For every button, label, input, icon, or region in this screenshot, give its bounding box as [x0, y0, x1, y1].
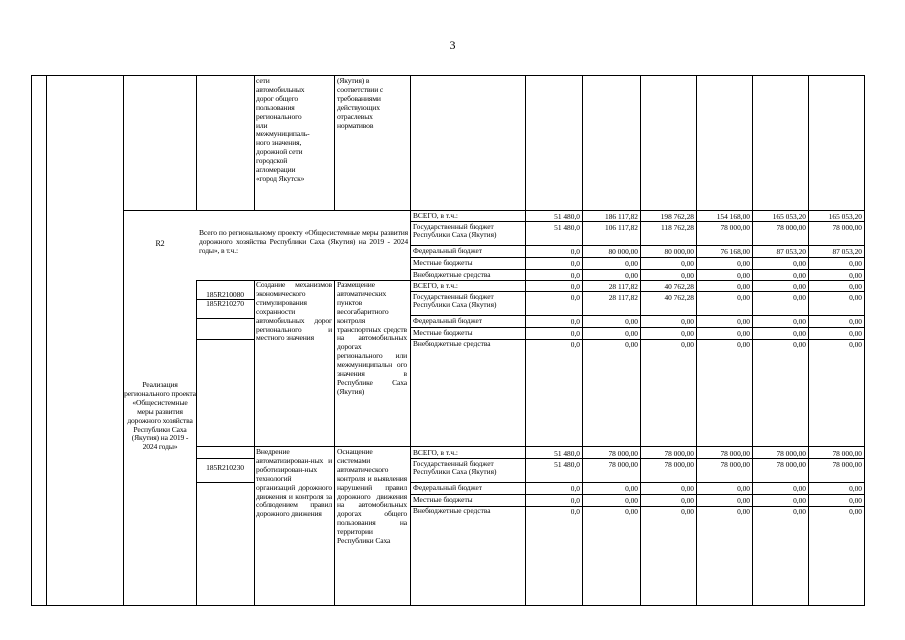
r2-source-state: Государственный бюджет Республики Саха (Якутия): [413, 222, 497, 240]
measure1-amount-r2-c3: 0,00: [737, 317, 750, 326]
measure2-amount-r2-c4: 0,00: [793, 484, 806, 493]
r2-amount-r1-c0: 51 480,0: [554, 223, 580, 232]
row-line: [410, 327, 865, 328]
r2-amount-r1-c1: 106 117,82: [605, 223, 638, 232]
measure1-amount-r3-c0: 0,0: [570, 329, 580, 338]
col-line: [808, 75, 809, 606]
r2-amount-r3-c3: 0,00: [737, 259, 750, 268]
r2-amount-r4-c2: 0,00: [681, 271, 694, 280]
measure-text-continued: сети автомобильных дорог общего пользования регионального или межмуниципаль- ного значения, дорожной сети городской агломерации «город Якутск»: [256, 76, 310, 183]
row-line: [196, 446, 865, 447]
measure1-text: Создание механизмов экономического стимулирования сохранности автомобильных дорог регионального и местного значения: [256, 280, 332, 343]
r2-amount-r2-c5: 87 053,20: [832, 247, 862, 256]
col-line: [31, 75, 32, 606]
measure1-amount-r4-c2: 0,00: [681, 340, 694, 349]
measure2-amount-r2-c0: 0,0: [570, 484, 580, 493]
code-row-line: [196, 458, 254, 459]
r2-amount-r3-c0: 0,0: [570, 259, 580, 268]
r2-amount-r2-c0: 0,0: [570, 247, 580, 256]
measure1-amount-r2-c4: 0,00: [793, 317, 806, 326]
measure1-amount-r4-c5: 0,00: [849, 340, 862, 349]
r2-amount-r3-c1: 0,00: [625, 259, 638, 268]
r2-amount-r4-c0: 0,0: [570, 271, 580, 280]
m1-source-federal: Федеральный бюджет: [413, 316, 483, 325]
measure1-amount-r2-c5: 0,00: [849, 317, 862, 326]
col-line: [334, 280, 335, 606]
measure2-amount-r1-c1: 78 000,00: [608, 460, 638, 469]
r2-source-total: ВСЕГО, в т.ч.:: [413, 211, 458, 220]
col-line: [640, 75, 641, 606]
measure1-amount-r1-c1: 28 117,82: [608, 293, 638, 302]
row-line: [410, 494, 865, 495]
r2-amount-r2-c2: 80 000,00: [664, 247, 694, 256]
measure2-amount-r4-c1: 0,00: [625, 507, 638, 516]
measure1-amount-r1-c3: 0,00: [737, 293, 750, 302]
code-row-line: [196, 482, 254, 483]
r2-amount-r0-c0: 51 480,0: [554, 212, 580, 221]
m1-source-offbudget: Внебюджетные средства: [413, 339, 491, 348]
col-line: [525, 75, 526, 606]
measure2-amount-r1-c3: 78 000,00: [720, 460, 750, 469]
m1-source-total: ВСЕГО, в т.ч.:: [413, 281, 458, 290]
col-line: [123, 75, 124, 606]
col-line: [752, 75, 753, 606]
result-text-continued: (Якутия) в соответствии с требованиями действующих отраслевых нормативов: [337, 76, 384, 130]
measure2-amount-r0-c3: 78 000,00: [720, 449, 750, 458]
measure2-amount-r0-c2: 78 000,00: [664, 449, 694, 458]
measure1-amount-r3-c2: 0,00: [681, 329, 694, 338]
measure2-amount-r2-c3: 0,00: [737, 484, 750, 493]
m1-source-state: Государственный бюджет Республики Саха (Якутия): [413, 292, 497, 310]
m2-source-total: ВСЕГО, в т.ч.:: [413, 448, 458, 457]
r2-amount-r2-c3: 76 168,00: [720, 247, 750, 256]
r2-amount-r3-c5: 0,00: [849, 259, 862, 268]
m2-source-local: Местные бюджеты: [413, 495, 473, 504]
measure1-amount-r4-c3: 0,00: [737, 340, 750, 349]
r2-amount-r0-c1: 186 117,82: [605, 212, 638, 221]
measure2-amount-r3-c3: 0,00: [737, 496, 750, 505]
measure1-amount-r4-c0: 0,0: [570, 340, 580, 349]
measure2-amount-r0-c0: 51 480,0: [554, 449, 580, 458]
r2-amount-r1-c3: 78 000,00: [720, 223, 750, 232]
col-line: [696, 75, 697, 606]
col-line: [196, 75, 197, 210]
measure1-result: Размещение автоматических пунктов весогабаритного контроля транспортных средств на автомобильных дорогах регионального или межмуниципальн ого значения в Республике Саха (Якутия): [337, 280, 407, 396]
r2-amount-r1-c4: 78 000,00: [776, 223, 806, 232]
r2-amount-r4-c3: 0,00: [737, 271, 750, 280]
col-line: [196, 280, 197, 606]
page-number: 3: [449, 38, 456, 52]
code-row-line: [196, 318, 254, 319]
r2-source-local: Местные бюджеты: [413, 258, 473, 267]
measure1-amount-r3-c3: 0,00: [737, 329, 750, 338]
m2-source-offbudget: Внебюджетные средства: [413, 506, 491, 515]
r2-amount-r3-c2: 0,00: [681, 259, 694, 268]
measure1-amount-r2-c2: 0,00: [681, 317, 694, 326]
r2-amount-r2-c4: 87 053,20: [776, 247, 806, 256]
measure2-amount-r4-c5: 0,00: [849, 507, 862, 516]
code-row-line: [196, 339, 254, 340]
measure2-amount-r3-c2: 0,00: [681, 496, 694, 505]
r2-source-offbudget: Внебюджетные средства: [413, 270, 491, 279]
measure2-amount-r4-c2: 0,00: [681, 507, 694, 516]
measure1-amount-r0-c3: 0,00: [737, 282, 750, 291]
measure2-amount-r4-c3: 0,00: [737, 507, 750, 516]
measure2-amount-r1-c4: 78 000,00: [776, 460, 806, 469]
row-line: [31, 75, 865, 76]
measure1-amount-r1-c5: 0,00: [849, 293, 862, 302]
r2-amount-r1-c5: 78 000,00: [832, 223, 862, 232]
measure1-amount-r0-c5: 0,00: [849, 282, 862, 291]
col-line: [582, 75, 583, 606]
measure2-amount-r4-c4: 0,00: [793, 507, 806, 516]
project-name: Реализация регионального проекта «Общесистемные меры развития дорожного хозяйства Республики Саха (Якутия) на 2019 - 2024 годы»: [124, 380, 196, 452]
measure2-amount-r1-c5: 78 000,00: [832, 460, 862, 469]
measure2-amount-r0-c5: 78 000,00: [832, 449, 862, 458]
measure2-amount-r0-c4: 78 000,00: [776, 449, 806, 458]
r2-amount-r4-c4: 0,00: [793, 271, 806, 280]
measure2-codes: 185R210230: [206, 463, 244, 472]
measure1-amount-r0-c2: 40 762,28: [664, 282, 694, 291]
measure2-result: Оснащение системами автоматического контроля и выявления нарушений правил дорожного движения на автомобильных дорогах общего пользования на территории Республики Саха: [337, 447, 407, 546]
measure1-amount-r3-c4: 0,00: [793, 329, 806, 338]
col-line: [254, 280, 255, 606]
measure1-amount-r4-c4: 0,00: [793, 340, 806, 349]
measure2-amount-r1-c2: 78 000,00: [664, 460, 694, 469]
measure1-amount-r0-c4: 0,00: [793, 282, 806, 291]
r2-code: R2: [155, 239, 165, 248]
m2-source-state: Государственный бюджет Республики Саха (Якутия): [413, 459, 497, 477]
r2-amount-r3-c4: 0,00: [793, 259, 806, 268]
measure2-amount-r2-c1: 0,00: [625, 484, 638, 493]
measure1-amount-r4-c1: 0,00: [625, 340, 638, 349]
row-line: [123, 210, 865, 211]
measure2-amount-r2-c5: 0,00: [849, 484, 862, 493]
measure1-amount-r0-c0: 0,0: [570, 282, 580, 291]
measure2-amount-r3-c4: 0,00: [793, 496, 806, 505]
r2-amount-r1-c2: 118 762,28: [661, 223, 694, 232]
col-line: [46, 75, 47, 606]
measure1-amount-r1-c2: 40 762,28: [664, 293, 694, 302]
col-line: [334, 75, 335, 210]
measure1-amount-r3-c5: 0,00: [849, 329, 862, 338]
col-line: [864, 75, 865, 606]
row-line: [410, 257, 865, 258]
r2-amount-r0-c5: 165 053,20: [828, 212, 862, 221]
measure2-text: Внедрение автоматизирован-ных и роботизирован-ных технологий организаций дорожного движения и контроля за соблюдением правил дорожного движения: [256, 447, 332, 519]
measure1-amount-r2-c1: 0,00: [625, 317, 638, 326]
measure1-amount-r1-c0: 0,0: [570, 293, 580, 302]
r2-amount-r4-c5: 0,00: [849, 271, 862, 280]
measure1-amount-r3-c1: 0,00: [625, 329, 638, 338]
measure2-amount-r3-c1: 0,00: [625, 496, 638, 505]
measure2-amount-r2-c2: 0,00: [681, 484, 694, 493]
measure1-amount-r1-c4: 0,00: [793, 293, 806, 302]
r2-source-federal: Федеральный бюджет: [413, 246, 483, 255]
measure1-codes: 185R210080 185R210270: [206, 290, 244, 308]
r2-amount-r0-c4: 165 053,20: [772, 212, 806, 221]
r2-amount-r0-c3: 154 168,00: [716, 212, 750, 221]
measure1-amount-r2-c0: 0,0: [570, 317, 580, 326]
r2-amount-r0-c2: 198 762,28: [660, 212, 694, 221]
measure2-amount-r0-c1: 78 000,00: [608, 449, 638, 458]
row-line: [31, 605, 865, 606]
m1-source-local: Местные бюджеты: [413, 328, 473, 337]
measure2-amount-r4-c0: 0,0: [570, 507, 580, 516]
r2-label: Всего по региональному проекту «Общесистемные меры развития дорожного хозяйства Республики Саха (Якутия) на 2019 - 2024 годы», в т.ч.:: [199, 228, 408, 255]
measure2-amount-r1-c0: 51 480,0: [554, 460, 580, 469]
m2-source-federal: Федеральный бюджет: [413, 483, 483, 492]
measure2-amount-r3-c0: 0,0: [570, 496, 580, 505]
r2-amount-r4-c1: 0,00: [625, 271, 638, 280]
measure1-amount-r0-c1: 28 117,82: [608, 282, 638, 291]
col-line: [254, 75, 255, 210]
measure2-amount-r3-c5: 0,00: [849, 496, 862, 505]
col-line: [410, 75, 411, 606]
r2-amount-r2-c1: 80 000,00: [608, 247, 638, 256]
